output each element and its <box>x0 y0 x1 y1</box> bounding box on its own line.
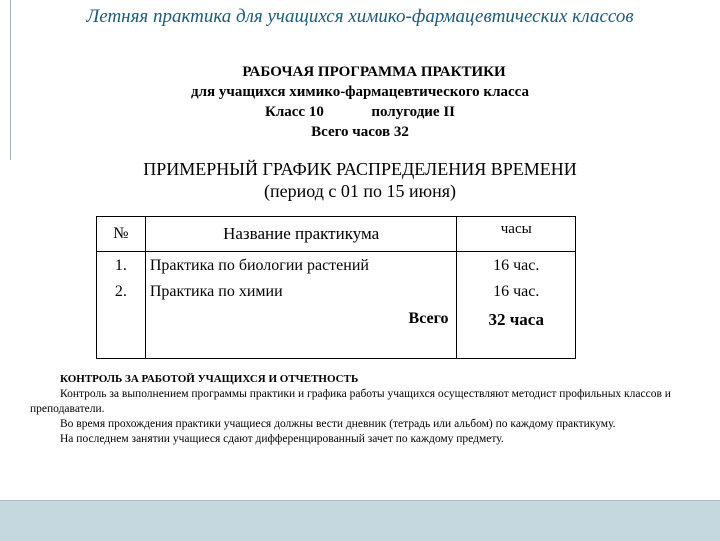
bottom-decorative-bar <box>0 500 720 541</box>
row-hours: 16 час. <box>457 280 576 304</box>
schedule-period: (период с 01 по 15 июня) <box>264 181 456 201</box>
table-header-row <box>97 217 576 252</box>
control-paragraph: Контроль за выполнением программы практики и графика работы учащихся осуществляют методист профильных классов и преподаватели. <box>30 388 671 415</box>
program-subtitle: для учащихся химико-фармацевтического класса <box>191 84 529 100</box>
control-title: КОНТРОЛЬ ЗА РАБОТОЙ УЧАЩИХСЯ И ОТЧЕТНОСТЬ <box>60 373 359 385</box>
schedule-heading <box>0 158 720 202</box>
slide-title: Летняя практика для учащихся химико-фармацевтических классов <box>86 6 634 27</box>
control-paragraph: На последнем занятии учащиеся сдают дифференцированный зачет по каждому предмету. <box>60 433 504 445</box>
row-hours: 16 час. <box>457 252 576 281</box>
program-title: РАБОЧАЯ ПРОГРАММА ПРАКТИКИ <box>242 64 506 80</box>
row-name: Практика по биологии растений <box>145 252 457 281</box>
header-num: № <box>97 217 146 252</box>
row-num: 1. <box>97 252 146 281</box>
control-section <box>30 372 690 447</box>
table-row <box>97 252 576 281</box>
program-semester: полугодие II <box>371 104 456 120</box>
schedule-table <box>96 216 576 359</box>
header-name: Название практикума <box>145 217 457 252</box>
program-grade-line <box>0 102 720 122</box>
program-heading <box>0 62 720 142</box>
row-name: Практика по химии <box>145 280 457 304</box>
schedule-title: ПРИМЕРНЫЙ ГРАФИК РАСПРЕДЕЛЕНИЯ ВРЕМЕНИ <box>143 159 577 179</box>
control-paragraph: Во время прохождения практики учащиеся должны вести дневник (тетрадь или альбом) по каждому практикуму. <box>60 418 616 430</box>
program-total-hours: Всего часов 32 <box>311 124 409 140</box>
total-num-cell <box>97 304 146 359</box>
table-row <box>97 280 576 304</box>
total-label: Всего <box>145 304 457 359</box>
program-grade: Класс 10 <box>264 104 324 120</box>
header-hours: часы <box>457 217 576 252</box>
table-total-row <box>97 304 576 359</box>
total-value: 32 часа <box>457 304 576 359</box>
row-num: 2. <box>97 280 146 304</box>
